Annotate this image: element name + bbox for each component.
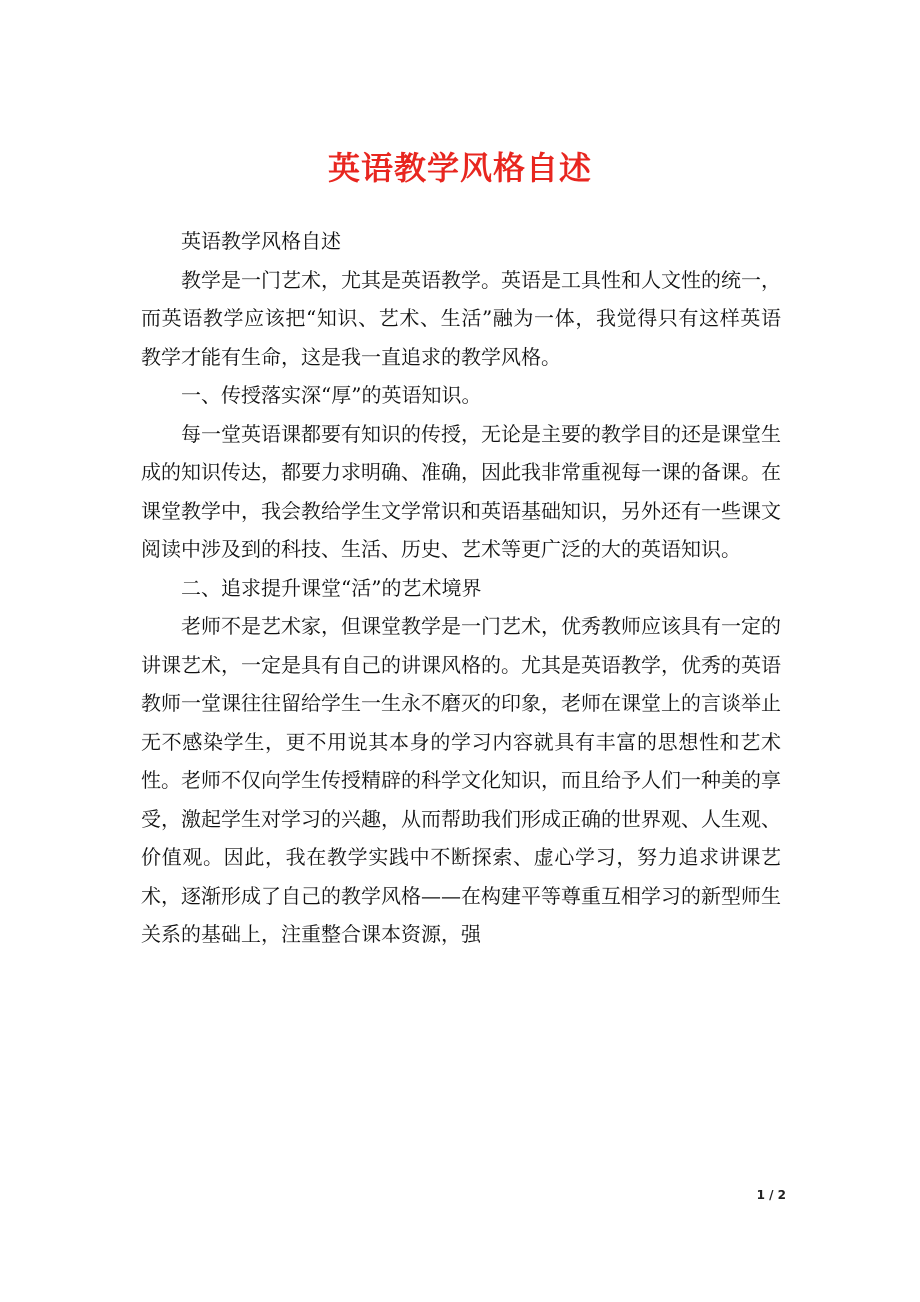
- page-number: 1 / 2: [756, 1188, 786, 1202]
- paragraph-subtitle: 英语教学风格自述: [181, 229, 341, 253]
- paragraph-section-2: 老师不是艺术家，但课堂教学是一门艺术，优秀教师应该具有一定的讲课艺术，一定是具有自己的讲课风格的。尤其是英语教学，优秀的英语教师一堂课往往留给学生一生永不磨灭的印象，老师在课堂上的言谈举止无不感染学生，更不用说其本身的学习内容就具有丰富的思想性和艺术性。老师不仅向学生传授精辟的科学文化知识，而且给予人们一种美的享受，激起学生对学习的兴趣，从而帮助我们形成正确的世界观、人生观、价值观。因此，我在教学实践中不断探索、虚心学习，努力追求讲课艺术，逐渐形成了自己的教学风格——在构建平等尊重互相学习的新型师生关系的基础上，注重整合课本资源，强: [141, 614, 781, 946]
- document-body: [141, 222, 781, 954]
- paragraph-section-1: 每一堂英语课都要有知识的传授，无论是主要的教学目的还是课堂生成的知识传达，都要力求明确、准确，因此我非常重视每一课的备课。在课堂教学中，我会教给学生文学常识和英语基础知识，另外还有一些课文阅读中涉及到的科技、生活、历史、艺术等更广泛的大的英语知识。: [141, 421, 781, 561]
- paragraph-intro: 教学是一门艺术，尤其是英语教学。英语是工具性和人文性的统一，而英语教学应该把“知识、艺术、生活”融为一体，我觉得只有这样英语教学才能有生命，这是我一直追求的教学风格。: [141, 267, 781, 369]
- section-heading-1: 一、传授落实深“厚”的英语知识。: [181, 383, 482, 407]
- section-heading-2: 二、追求提升课堂“活”的艺术境界: [181, 575, 482, 600]
- document-title: 英语教学风格自述: [327, 149, 592, 187]
